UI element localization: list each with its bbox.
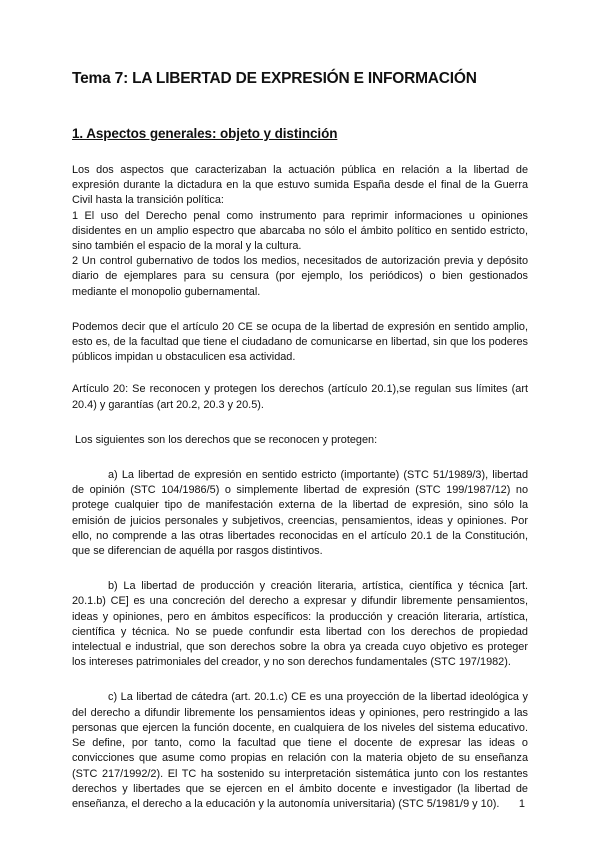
- paragraph-point-2: 2 Un control gubernativo de todos los medios, necesitados de autorización previa y depósito diario de ejemplares para su censura (por ejemplo, los periódicos) o bien gestionados mediante el monopolio gubernamental.: [72, 255, 528, 298]
- list-item-a: a) La libertad de expresión en sentido estricto (importante) (STC 51/1989/3), libertad de opinión (STC 104/1986/5) o simplemente libertad de expresión (STC 199/1987/12) no protege cualquier tipo de manifestación externa de la libertad de expresión, sino sólo la emisión de juicios personales y subjetivos, creencias, pensamientos, ideas y opiniones. Por ello, no comprende a las otras libertades reconocidas en el artículo 20.1 de la Constitución, que se diferencian de aquélla por rasgos distintivos.: [72, 469, 528, 558]
- paragraph-intro: Los dos aspectos que caracterizaban la actuación pública en relación a la libertad de expresión durante la dictadura en la que estuvo sumida España desde el final de la Guerra Civil hasta la transición política:: [72, 164, 528, 207]
- page-number: 1: [518, 798, 525, 810]
- section-heading: 1. Aspectos generales: objeto y distinción: [72, 126, 338, 141]
- paragraph-article-20-intro: Podemos decir que el artículo 20 CE se ocupa de la libertad de expresión en sentido amplio, esto es, de la facultad que tiene el ciudadano de comunicarse en libertad, sin que los poderes públicos impidan u obstaculicen esa actividad.: [72, 320, 528, 364]
- paragraph-article-20: Artículo 20: Se reconocen y protegen los derechos (artículo 20.1),se regulan sus límites (art 20.4) y garantías (art 20.2, 20.3 y 20.5).: [72, 383, 528, 411]
- list-item-c: c) La libertad de cátedra (art. 20.1.c) CE es una proyección de la libertad ideológica y del derecho a difundir libremente los pensamientos ideas y opiniones, pero restringido a las personas que ejercen la función docente, en cualquiera de los niveles del sistema educativo. Se define, por tanto, como la facultad que tiene el docente de expresar las ideas o convicciones que asume como propias en relación con la materia objeto de su enseñanza (STC 217/1992/2). El TC ha sostenido su interpretación sistemática junto con los restantes derechos y libertades que se ejercen en el ámbito docente e investigador (la libertad de enseñanza, el derecho a la educación y la autonomía universitaria) (STC 5/1981/9 y 10).: [72, 691, 528, 810]
- paragraph-point-1: 1 El uso del Derecho penal como instrumento para reprimir informaciones u opiniones disidentes en un amplio espectro que abarcaba no sólo el ámbito político en sentido estricto, sino también el espacio de la moral y la cultura.: [72, 209, 528, 253]
- paragraph-rights-lead: Los siguientes son los derechos que se reconocen y protegen:: [75, 433, 378, 446]
- page-content: [72, 70, 528, 812]
- document-title: Tema 7: LA LIBERTAD DE EXPRESIÓN E INFORMACIÓN: [72, 70, 477, 87]
- list-item-b: b) La libertad de producción y creación literaria, artística, científica y técnica [art. 20.1.b) CE] es una concreción del derecho a expresar y difundir libremente pensamientos, ideas y opiniones, pero en ámbitos específicos: la producción y creación literaria, artística, científica y técnica. No se puede confundir esta libertad con los derechos de propiedad intelectual e industrial, que son derechos sobre la obra ya creada cuyo objetivo es proteger los intereses patrimoniales del creador, y no son derechos fundamentales (STC 197/1982).: [72, 580, 528, 669]
